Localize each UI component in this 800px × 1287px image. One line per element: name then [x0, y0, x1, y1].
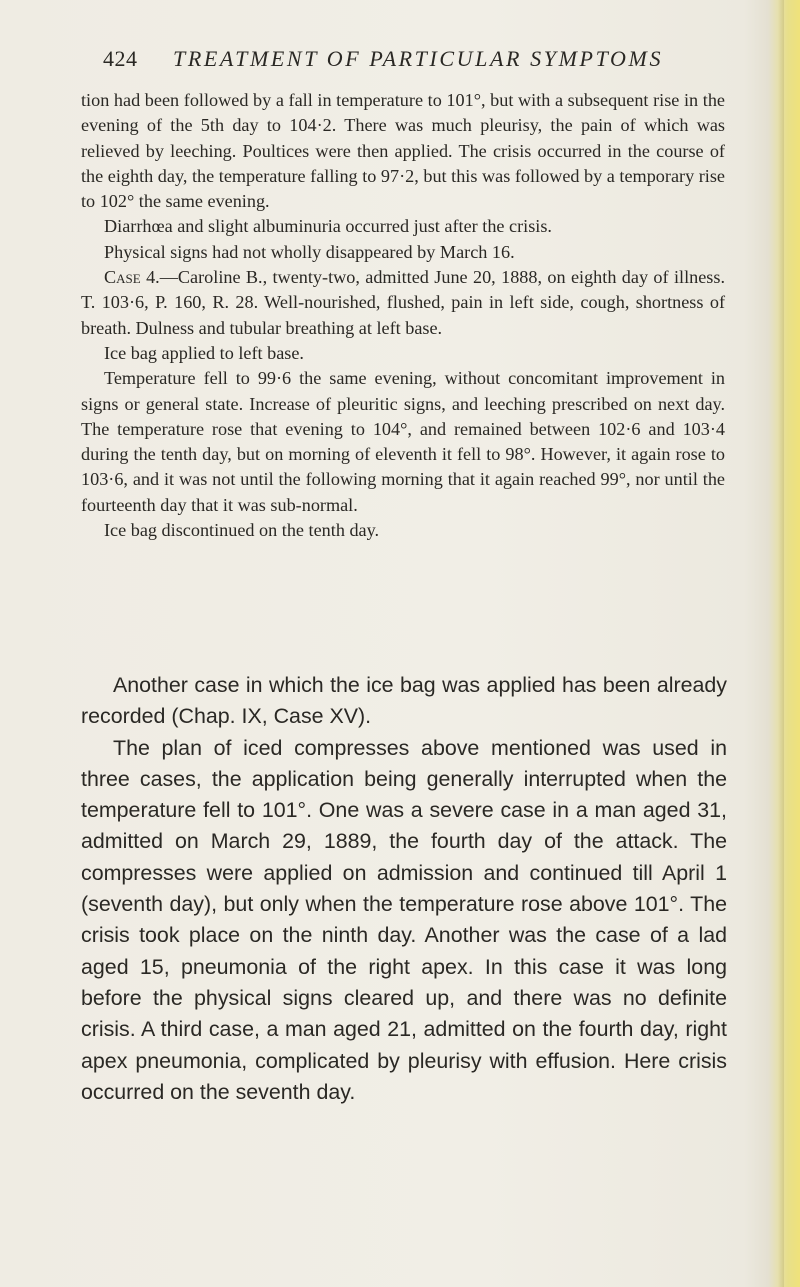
- paragraph: Temperature fell to 99·6 the same evening, without concomitant improvement in signs or general state. Increase of pleuritic signs, and leeching prescribed on next day. The temperature rose that evening to 104°, and remained between 102·6 and 103·4 during the tenth day, but on morning of eleventh it fell to 98°. However, it again rose to 103·6, and it was not until the following morning that it again reached 99°, nor until the fourteenth day that it was sub-normal.: [81, 368, 725, 515]
- case-text: —Caroline B., twenty-two, admitted June 20, 1888, on eighth day of illness. T. 103·6, P. 160, R. 28. Well-nourished, flushed, pain in left side, cough, shortness of breath. Dulness and tubular breathing at left base.: [81, 267, 725, 338]
- page-edge-shadow: [778, 0, 784, 1287]
- paragraph: Ice bag applied to left base.: [104, 342, 304, 363]
- page-header: [103, 46, 753, 76]
- running-head: TREATMENT OF PARTICULAR SYMPTOMS: [173, 46, 664, 71]
- case-label: Case 4.: [104, 267, 160, 288]
- paragraph: Ice bag discontinued on the tenth day.: [104, 520, 380, 541]
- paragraph: The plan of iced compresses above mentioned was used in three cases, the application being generally interrupted when the temperature fell to 101°. One was a severe case in a man aged 31, admitted on March 29, 1889, the fourth day of the attack. The compresses were applied on admission and continued till April 1 (seventh day), but only when the temperature rose above 101°. The crisis took place on the ninth day. Another was the case of a lad aged 15, pneumonia of the right apex. In this case it was long before the physical signs cleared up, and there was no definite crisis. A third case, a man aged 21, admitted on the fourth day, right apex pneumonia, complicated by pleurisy with effusion. Here crisis occurred on the seventh day.: [81, 735, 727, 1104]
- paragraph: Another case in which the ice bag was applied has been already recorded (Chap. IX, Case XV).: [81, 673, 727, 729]
- paragraph: tion had been followed by a fall in temperature to 101°, but with a subsequent rise in the evening of the 5th day to 104·2. There was much pleurisy, the pain of which was relieved by leeching. Poultices were then applied. The crisis occurred in the course of the eighth day, the temperature falling to 97·2, but this was followed by a temporary rise to 102° the same evening.: [81, 90, 725, 212]
- paragraph: Diarrhœa and slight albuminuria occurred just after the crisis.: [104, 216, 552, 237]
- page-number: 424: [103, 46, 138, 71]
- main-text: [81, 670, 727, 1108]
- case-4-paragraph: [81, 265, 725, 341]
- case-notes: [81, 88, 725, 543]
- paragraph: Physical signs had not wholly disappeared by March 16.: [104, 241, 515, 262]
